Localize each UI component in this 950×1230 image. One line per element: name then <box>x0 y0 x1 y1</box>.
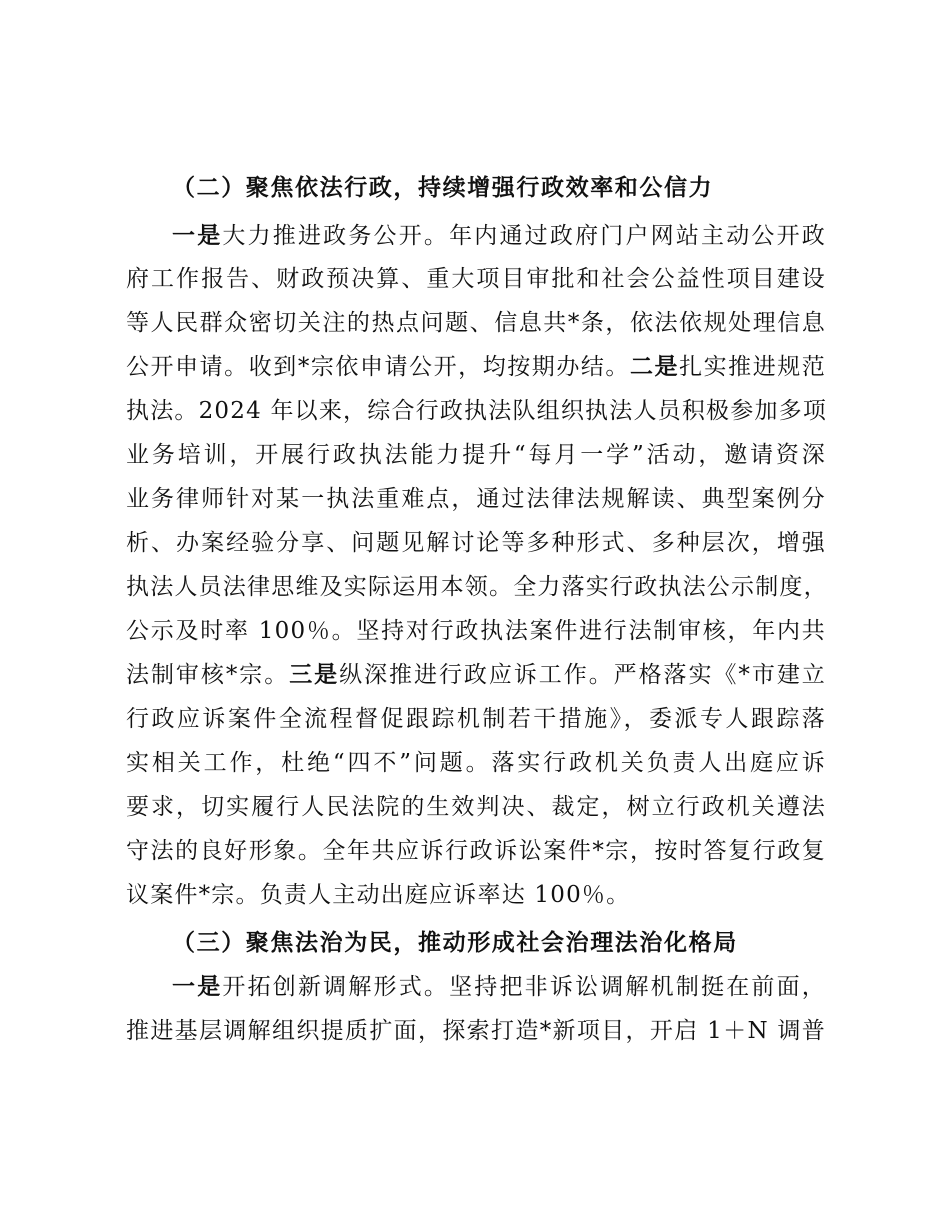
paragraph-line: 业务律师针对某一执法重难点，通过法律法规解读、典型案例分 <box>126 486 826 512</box>
paragraph-line: 公示及时率 100％。坚持对行政执法案件进行法制审核，年内共 <box>126 618 826 644</box>
paragraph-line: 等人民群众密切关注的热点问题、信息共*条，依法依规处理信息 <box>126 310 826 336</box>
paragraph-line: 业务培训，开展行政执法能力提升“每月一学”活动，邀请资深 <box>126 442 826 468</box>
paragraph-text: 开拓创新调解形式。坚持把非诉讼调解机制挺在前面， <box>222 974 826 1000</box>
section-heading-2: （二）聚焦依法行政，持续增强行政效率和公信力 <box>172 174 714 201</box>
paragraph-line <box>126 659 826 691</box>
lead-marker: 二是 <box>629 353 680 380</box>
paragraph-text: 扎实推进规范 <box>679 354 826 380</box>
paragraph-text: 大力推进政务公开。年内通过政府门户网站主动公开政 <box>222 223 826 249</box>
section-heading-3: （三）聚焦法治为民，推动形成社会治理法治化格局 <box>172 929 738 956</box>
paragraph-line <box>126 351 826 383</box>
paragraph-text: 法制审核*宗。 <box>126 662 290 688</box>
paragraph-line: 实相关工作，杜绝“四不”问题。落实行政机关负责人出庭应诉 <box>126 750 826 776</box>
paragraph-line: 推进基层调解组织提质扩面，探索打造*新项目，开启 1＋N 调普 <box>126 1018 826 1044</box>
paragraph-line: 执法。2024 年以来，综合行政执法队组织执法人员积极参加多项 <box>126 398 828 424</box>
paragraph-line: 执法人员法律思维及实际运用本领。全力落实行政执法公示制度， <box>126 574 828 600</box>
lead-marker: 三是 <box>289 661 340 688</box>
paragraph-text: 公开申请。收到*宗依申请公开，均按期办结。 <box>126 354 630 380</box>
paragraph-line: 府工作报告、财政预决算、重大项目审批和社会公益性项目建设 <box>126 266 826 292</box>
paragraph-line <box>172 971 826 1003</box>
paragraph-line <box>172 220 826 252</box>
paragraph-line-last: 议案件*宗。负责人主动出庭应诉率达 100％。 <box>126 882 631 908</box>
paragraph-line: 行政应诉案件全流程督促跟踪机制若干措施》，委派专人跟踪落 <box>126 706 826 732</box>
paragraph-text: 纵深推进行政应诉工作。严格落实《*市建立 <box>339 662 827 688</box>
paragraph-line: 守法的良好形象。全年共应诉行政诉讼案件*宗，按时答复行政复 <box>126 838 826 864</box>
lead-marker: 一是 <box>172 973 223 1000</box>
paragraph-line: 要求，切实履行人民法院的生效判决、裁定，树立行政机关遵法 <box>126 794 826 820</box>
lead-marker: 一是 <box>172 222 223 249</box>
paragraph-line: 析、办案经验分享、问题见解讨论等多种形式、多种层次，增强 <box>126 530 826 556</box>
